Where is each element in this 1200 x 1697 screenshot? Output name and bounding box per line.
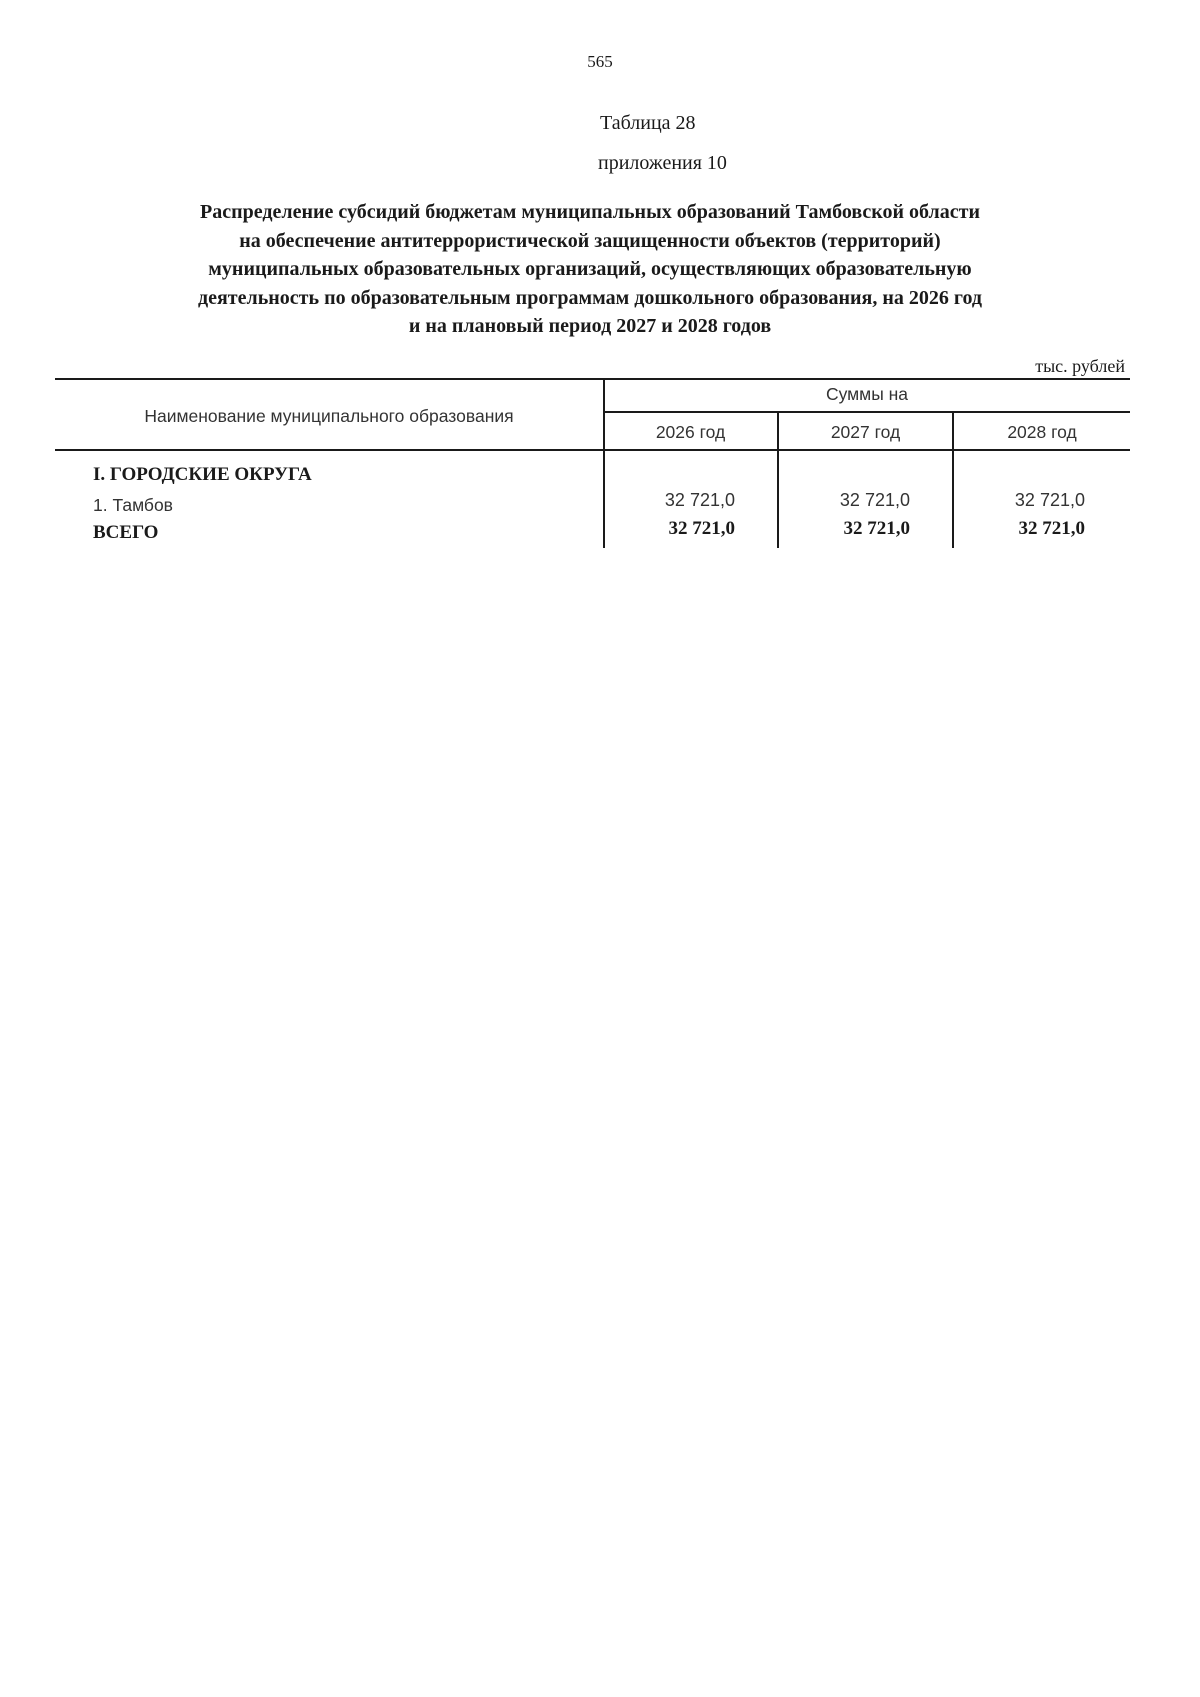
document-title xyxy=(95,198,1085,341)
name-column-header: Наименование муниципального образования xyxy=(144,406,514,426)
total-value-2027: 32 721,0 xyxy=(843,518,910,539)
sums-header: Суммы на xyxy=(825,384,909,404)
title-line: деятельность по образовательным программам дошкольного образования, на 2026 год xyxy=(197,286,983,309)
table-row-value-2027: 32 721,0 xyxy=(839,490,910,510)
year-header-2026: 2026 год xyxy=(655,422,726,442)
year-header-2027: 2027 год xyxy=(830,422,901,442)
title-line: на обеспечение антитеррористической защищенности объектов (территорий) xyxy=(239,229,941,252)
total-label: ВСЕГО xyxy=(93,522,159,543)
section-heading: I. ГОРОДСКИЕ ОКРУГА xyxy=(93,464,312,485)
total-value-2028: 32 721,0 xyxy=(1018,518,1085,539)
table-number: Таблица 28 xyxy=(600,112,696,134)
table-top-rule xyxy=(55,378,1130,380)
table-row-name: 1. Тамбов xyxy=(93,495,173,515)
sums-header-rule xyxy=(603,411,1130,413)
page-number: 565 xyxy=(587,52,613,71)
budget-table xyxy=(0,378,1200,548)
title-line: Распределение субсидий бюджетам муниципальных образований Тамбовской области xyxy=(200,201,980,223)
title-line: и на плановый период 2027 и 2028 годов xyxy=(408,315,772,337)
title-line: муниципальных образовательных организаций, осуществляющих образовательную xyxy=(208,258,972,280)
total-value-2026: 32 721,0 xyxy=(668,518,735,539)
header-bottom-rule xyxy=(55,449,1130,451)
appendix-reference: приложения 10 xyxy=(598,152,727,174)
year-header-2028: 2028 год xyxy=(1007,422,1077,442)
table-row-value-2026: 32 721,0 xyxy=(664,490,735,510)
units-label: тыс. рублей xyxy=(1035,356,1125,376)
table-row-value-2028: 32 721,0 xyxy=(1014,490,1085,510)
